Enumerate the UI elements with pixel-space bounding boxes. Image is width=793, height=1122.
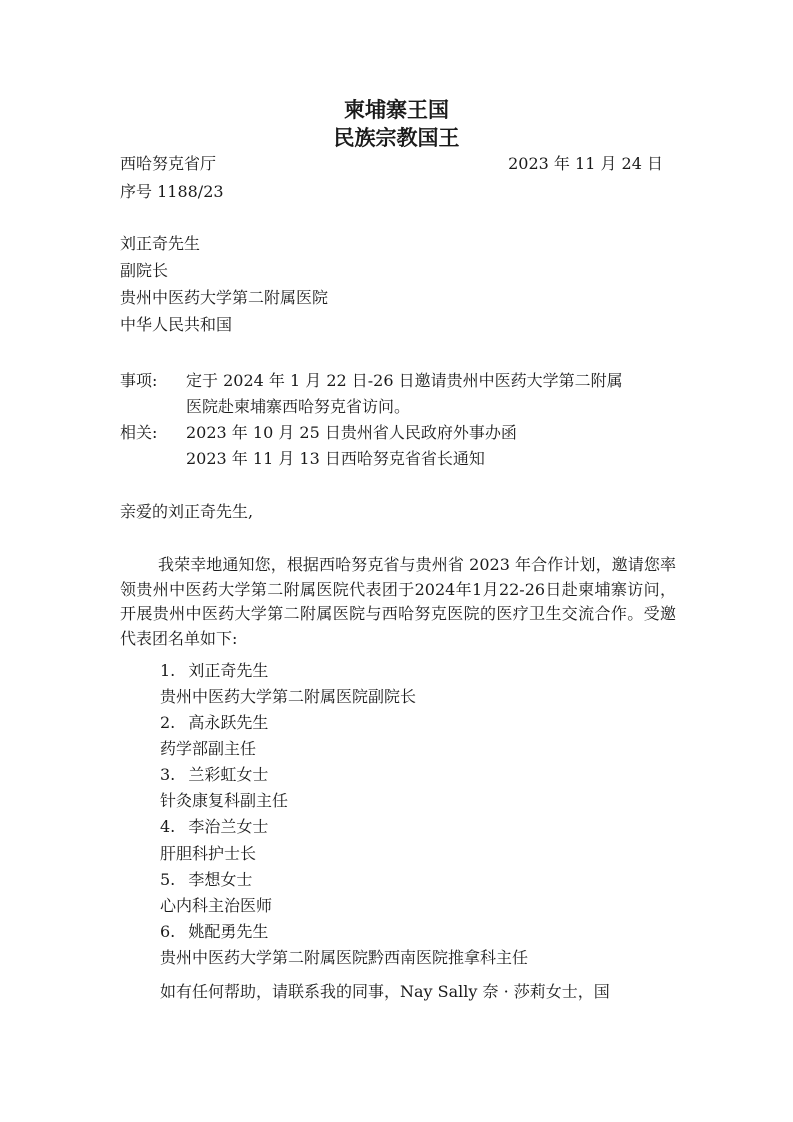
recipient-name: 刘正奇先生 <box>120 234 201 253</box>
subject-line-1: 定于 2024 年 1 月 22 日-26 日邀请贵州中医药大学第二附属 <box>186 371 623 390</box>
delegate-title: 药学部副主任 <box>160 739 257 758</box>
subject-label: 事项: <box>120 371 158 390</box>
serial-number: 序号 1188/23 <box>120 182 224 201</box>
reference-line-1: 2023 年 10 月 25 日贵州省人民政府外事办函 <box>186 423 517 442</box>
delegate-item <box>160 660 268 682</box>
delegate-title: 心内科主治医师 <box>160 896 273 915</box>
delegate-title: 贵州中医药大学第二附属医院黔西南医院推拿科主任 <box>160 948 529 967</box>
delegate-number: 6. <box>160 922 176 941</box>
delegate-name: 姚配勇先生 <box>188 922 269 941</box>
delegate-title: 针灸康复科副主任 <box>160 791 289 810</box>
reference-line-2: 2023 年 11 月 13 日西哈努克省省长通知 <box>186 449 485 468</box>
delegate-item <box>160 764 268 786</box>
delegate-item <box>160 921 268 943</box>
body-paragraph: 我荣幸地通知您，根据西哈努克省与贵州省 2023 年合作计划，邀请您率领贵州中医药大学第二附属医院代表团于2024年1月22-26日赴柬埔寨访问，开展贵州中医药大学第二附属医院与西哈努克医院的医疗卫生交流合作。受邀代表团名单如下: <box>120 555 676 648</box>
delegate-item <box>160 712 268 734</box>
delegate-item <box>160 816 268 838</box>
letter-title-kingdom: 柬埔寨王国 <box>344 97 449 122</box>
letter-date: 2023 年 11 月 24 日 <box>508 154 663 173</box>
delegate-number: 3. <box>160 765 176 784</box>
closing-line: 如有任何帮助，请联系我的同事，Nay Sally 奈 · 莎莉女士，国 <box>160 982 610 1001</box>
recipient-position: 副院长 <box>120 261 169 280</box>
delegate-number: 1. <box>160 661 176 680</box>
delegate-name: 兰彩虹女士 <box>188 765 269 784</box>
delegate-number: 5. <box>160 870 176 889</box>
delegate-title: 贵州中医药大学第二附属医院副院长 <box>160 687 417 706</box>
delegate-title: 肝胆科护士长 <box>160 844 257 863</box>
sender-office: 西哈努克省厅 <box>120 154 217 173</box>
letter-title-nation-religion-king: 民族宗教国王 <box>333 125 460 150</box>
reference-label: 相关: <box>120 423 158 442</box>
recipient-organization: 贵州中医药大学第二附属医院 <box>120 288 329 307</box>
delegate-name: 李治兰女士 <box>188 817 269 836</box>
delegate-name: 刘正奇先生 <box>188 661 269 680</box>
subject-line-2: 医院赴柬埔寨西哈努克省访问。 <box>186 397 411 416</box>
delegate-name: 高永跃先生 <box>188 713 269 732</box>
delegate-number: 4. <box>160 817 176 836</box>
recipient-country: 中华人民共和国 <box>120 315 233 334</box>
salutation: 亲爱的刘正奇先生, <box>120 502 254 521</box>
delegate-number: 2. <box>160 713 176 732</box>
delegate-name: 李想女士 <box>188 870 253 889</box>
delegate-item <box>160 869 252 891</box>
